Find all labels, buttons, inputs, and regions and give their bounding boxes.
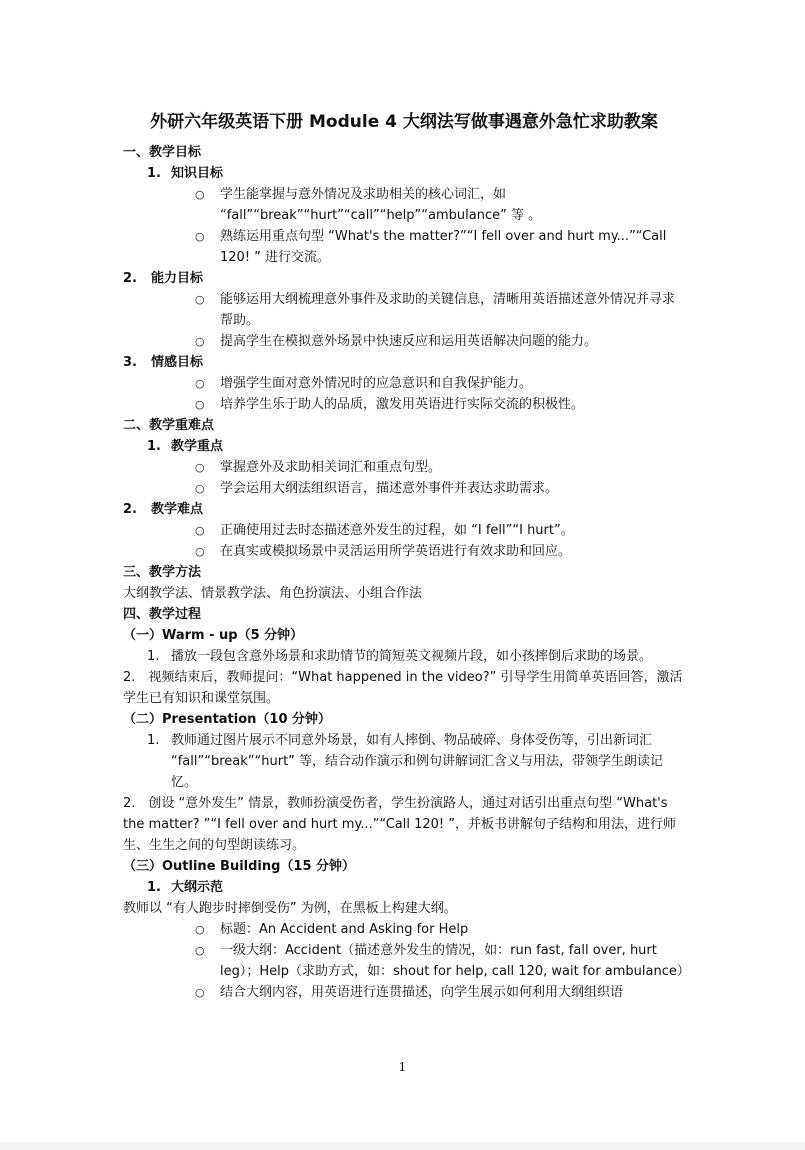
subheading-emotion bbox=[123, 352, 685, 373]
bullet-item: ○ 学会运用大纲法组织语言，描述意外事件并表达求助需求。 bbox=[123, 478, 685, 499]
subheading-label: 教学重点 bbox=[171, 439, 224, 454]
subheading-label: 大纲示范 bbox=[171, 880, 224, 895]
bullet-item: ○ 学生能掌握与意外情况及求助相关的核心词汇，如 “fall”“break”“hurt”“call”“help”“ambulance” 等 。 bbox=[123, 184, 685, 226]
subheading-label: 情感目标 bbox=[151, 355, 204, 370]
subheading-label: 能力目标 bbox=[151, 271, 204, 286]
numbered-item bbox=[123, 646, 685, 667]
numbered-paragraph: 2. 视频结束后，教师提问：“What happened in the video?” 引导学生用简单英语回答，激活学生已有知识和课堂氛围。 bbox=[123, 670, 683, 706]
subheading-ability bbox=[123, 268, 685, 289]
document-title: 外研六年级英语下册 Module 4 大纲法写做事遇意外急忙求助教案 bbox=[150, 112, 658, 132]
section-heading-methods: 三、教学方法 bbox=[123, 565, 202, 580]
bullet-item: ○ 掌握意外及求助相关词汇和重点句型。 bbox=[123, 457, 685, 478]
bullet-item: ○ 结合大纲内容，用英语进行连贯描述，向学生展示如何利用大纲组织语 bbox=[123, 982, 685, 1003]
item-number: 1. bbox=[147, 733, 160, 748]
section-heading-objectives: 一、教学目标 bbox=[123, 145, 202, 160]
subheading-number: 1. bbox=[147, 439, 161, 454]
methods-paragraph: 大纲教学法、情景教学法、角色扮演法、小组合作法 bbox=[123, 586, 423, 601]
bullet-item: ○ 标题：An Accident and Asking for Help bbox=[123, 919, 685, 940]
bullet-item: ○ 能够运用大纲梳理意外事件及求助的关键信息，清晰用英语描述意外情况并寻求帮助。 bbox=[123, 289, 685, 331]
subheading-number: 2. bbox=[123, 271, 137, 286]
phase-heading-presentation: （二）Presentation（10 分钟） bbox=[123, 712, 332, 727]
subheading-difficult bbox=[123, 499, 685, 520]
subheading-knowledge bbox=[123, 163, 685, 184]
phase-heading-outline: （三）Outline Building（15 分钟） bbox=[123, 859, 356, 874]
bullet-item: ○ 增强学生面对意外情况时的应急意识和自我保护能力。 bbox=[123, 373, 685, 394]
subheading-key bbox=[123, 436, 685, 457]
bullet-item: ○ 培养学生乐于助人的品质，激发用英语进行实际交流的积极性。 bbox=[123, 394, 685, 415]
subheading-number: 1. bbox=[147, 880, 161, 895]
numbered-paragraph: 2. 创设 “意外发生” 情景，教师扮演受伤者，学生扮演路人，通过对话引出重点句型 “What's the matter? ”“I fell over and hurt my...”“Call 120! ”，并板书讲解句子结构和用法，进行师生、生生之间的句型朗读练习。 bbox=[123, 796, 676, 853]
item-text: 播放一段包含意外场景和求助情节的简短英文视频片段，如小孩摔倒后求助的场景。 bbox=[171, 649, 653, 664]
subheading-number: 1. bbox=[147, 166, 161, 181]
bullet-item: ○ 一级大纲：Accident（描述意外发生的情况，如：run fast, fall over, hurt leg）；Help（求助方式，如：shout for help, call 120, wait for ambulance） bbox=[123, 940, 685, 982]
bullet-item: ○ 提高学生在模拟意外场景中快速反应和运用英语解决问题的能力。 bbox=[123, 331, 685, 352]
subheading-label: 知识目标 bbox=[171, 166, 224, 181]
page-number: 1 bbox=[398, 1060, 407, 1074]
item-text: 教师通过图片展示不同意外场景，如有人摔倒、物品破碎、身体受伤等，引出新词汇 “fall”“break”“hurt” 等，结合动作演示和例句讲解词汇含义与用法，带领学生朗读记忆。 bbox=[171, 733, 664, 790]
document-body bbox=[123, 110, 690, 1003]
item-number: 1. bbox=[147, 649, 160, 664]
section-heading-key-points: 二、教学重难点 bbox=[123, 418, 215, 433]
bullet-item: ○ 正确使用过去时态描述意外发生的过程，如 “I fell”“I hurt”。 bbox=[123, 520, 685, 541]
bullet-item: ○ 在真实或模拟场景中灵活运用所学英语进行有效求助和回应。 bbox=[123, 541, 685, 562]
subheading-number: 2. bbox=[123, 502, 137, 517]
numbered-item bbox=[123, 730, 685, 793]
bullet-item: ○ 熟练运用重点句型 “What's the matter?”“I fell over and hurt my...”“Call 120! ” 进行交流。 bbox=[123, 226, 685, 268]
outline-intro: 教师以 “有人跑步时摔倒受伤” 为例，在黑板上构建大纲。 bbox=[123, 901, 457, 916]
subheading-outline-demo bbox=[123, 877, 685, 898]
subheading-label: 教学难点 bbox=[151, 502, 204, 517]
subheading-number: 3. bbox=[123, 355, 137, 370]
section-heading-process: 四、教学过程 bbox=[123, 607, 202, 622]
phase-heading-warmup: （一）Warm - up（5 分钟） bbox=[123, 628, 304, 643]
